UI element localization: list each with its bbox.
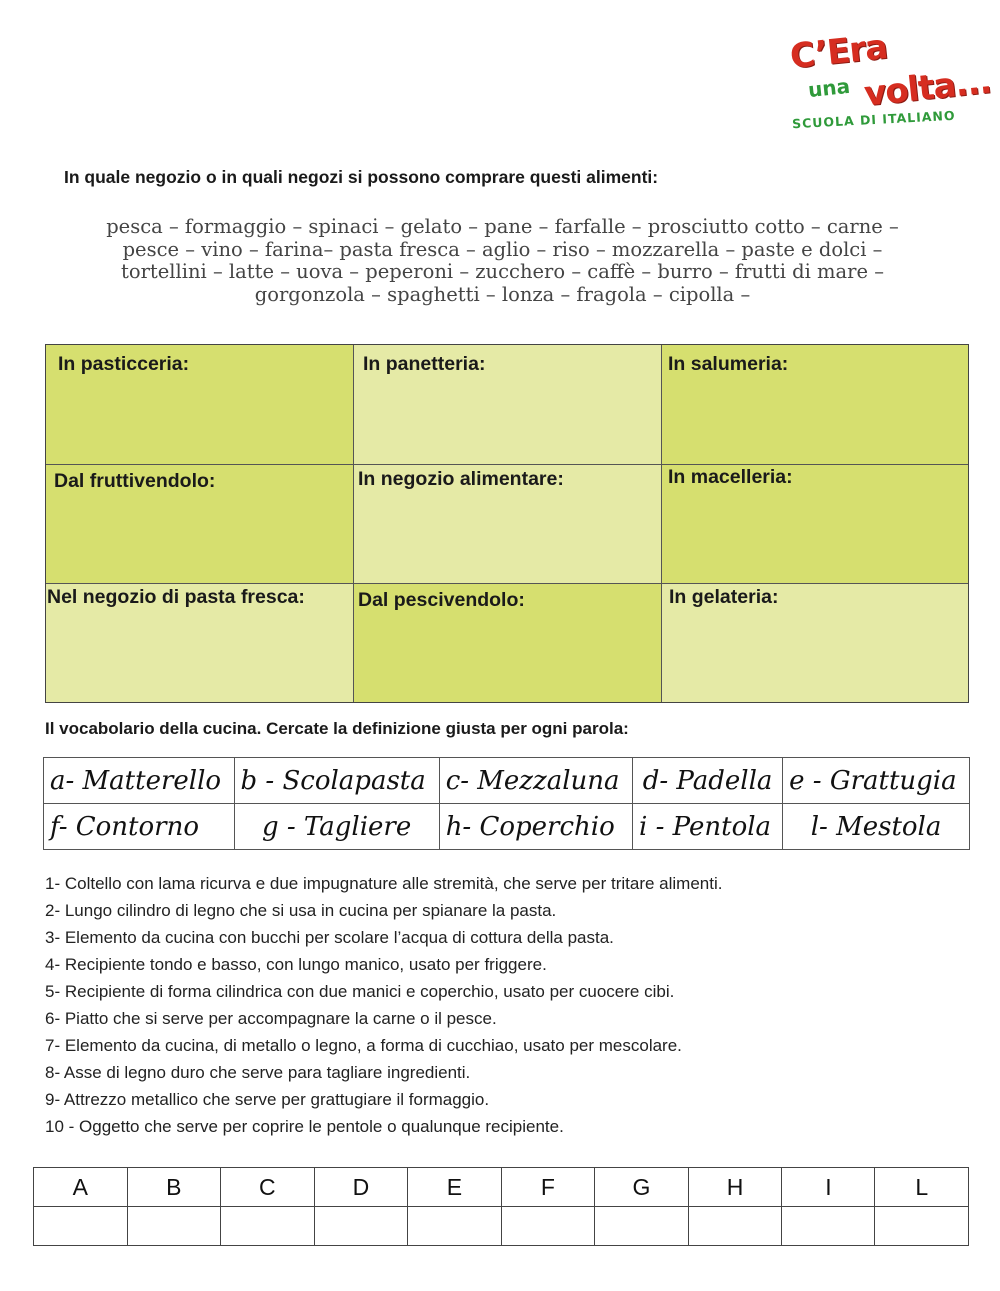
answer-cell[interactable] xyxy=(221,1207,315,1246)
definition-item: 4- Recipiente tondo e basso, con lungo manico, usato per friggere. xyxy=(45,955,547,974)
food-word-list xyxy=(40,216,965,306)
definition-item: 3- Elemento da cucina con bucchi per scolare l’acqua di cottura della pasta. xyxy=(45,928,614,947)
logo-text-cera: C’Era xyxy=(788,27,889,77)
logo-text-scuola: SCUOLA DI ITALIANO xyxy=(791,107,956,132)
definition-item: 2- Lungo cilindro di legno che si usa in cucina per spianare la pasta. xyxy=(45,901,557,920)
shop-label: In pasticceria: xyxy=(58,353,190,375)
answer-cell[interactable] xyxy=(595,1207,689,1246)
shop-cell-fruttivendolo[interactable] xyxy=(46,465,354,584)
vocab-word: g - Tagliere xyxy=(234,804,439,850)
logo-text-volta: volta... xyxy=(862,61,993,115)
definition-item: 1- Coltello con lama ricurva e due impugnature alle stremità, che serve per tritare alimenti. xyxy=(45,874,723,893)
shop-cell-macelleria[interactable] xyxy=(662,465,968,584)
food-word-line: tortellini – latte – uova – peperoni – zucchero – caffè – burro – frutti di mare – xyxy=(121,260,884,283)
shop-cell-gelateria[interactable] xyxy=(662,584,968,702)
vocab-word: f- Contorno xyxy=(44,804,235,850)
food-word-line: pesca – formaggio – spinaci – gelato – pane – farfalle – prosciutto cotto – carne – xyxy=(106,215,899,238)
vocab-word: h- Coperchio xyxy=(439,804,632,850)
shop-label: In panetteria: xyxy=(363,353,486,375)
answer-table xyxy=(33,1167,969,1246)
answer-cell[interactable] xyxy=(782,1207,875,1246)
answer-letter: B xyxy=(127,1168,221,1207)
school-logo xyxy=(780,27,993,137)
definition-item: 10 - Oggetto che serve per coprire le pentole o qualunque recipiente. xyxy=(45,1117,564,1136)
logo-text-una: una xyxy=(806,73,852,103)
answer-letter: H xyxy=(688,1168,782,1207)
answer-letter: F xyxy=(501,1168,594,1207)
shops-grid xyxy=(45,344,969,703)
vocab-word: b - Scolapasta xyxy=(234,758,439,804)
answer-cell[interactable] xyxy=(501,1207,594,1246)
shop-label: In salumeria: xyxy=(668,353,789,375)
food-word-line: gorgonzola – spaghetti – lonza – fragola – cipolla – xyxy=(254,282,751,306)
vocab-word: l- Mestola xyxy=(783,804,970,850)
shop-label: Nel negozio di pasta fresca: xyxy=(47,586,305,608)
vocab-word: i - Pentola xyxy=(633,804,783,850)
shop-cell-alimentare[interactable] xyxy=(354,465,662,584)
question-shops: In quale negozio o in quali negozi si possono comprare questi alimenti: xyxy=(64,167,659,187)
shop-label: Dal fruttivendolo: xyxy=(54,470,216,492)
shop-label: In gelateria: xyxy=(669,586,779,608)
shop-cell-salumeria[interactable] xyxy=(662,345,968,465)
definition-item: 6- Piatto che si serve per accompagnare la carne o il pesce. xyxy=(45,1009,497,1028)
shop-label: In negozio alimentare: xyxy=(358,468,564,490)
vocab-word: e - Grattugia xyxy=(783,758,970,804)
answer-letter: D xyxy=(314,1168,408,1207)
answer-letter: G xyxy=(595,1168,689,1207)
definition-item: 8- Asse di legno duro che serve para tagliare ingredienti. xyxy=(45,1063,471,1082)
answer-cell[interactable] xyxy=(314,1207,408,1246)
shop-label: In macelleria: xyxy=(668,466,793,488)
question-vocabulary: Il vocabolario della cucina. Cercate la definizione giusta per ogni parola: xyxy=(45,719,629,738)
shop-cell-pasticceria[interactable] xyxy=(46,345,354,465)
vocabulary-table xyxy=(43,757,970,850)
vocab-word: d- Padella xyxy=(633,758,783,804)
definition-item: 9- Attrezzo metallico che serve per grattugiare il formaggio. xyxy=(45,1090,490,1109)
food-word-line: pesce – vino – farina– pasta fresca – aglio – riso – mozzarella – paste e dolci – xyxy=(122,237,883,261)
answer-letter: C xyxy=(221,1168,315,1207)
answer-letter: E xyxy=(408,1168,502,1207)
answer-cell[interactable] xyxy=(127,1207,221,1246)
vocab-word: c- Mezzaluna xyxy=(439,758,632,804)
definitions-list xyxy=(45,870,722,1140)
shop-cell-pescivendolo[interactable] xyxy=(354,584,662,702)
answer-cell[interactable] xyxy=(34,1207,128,1246)
answer-cell[interactable] xyxy=(688,1207,782,1246)
vocab-word: a- Matterello xyxy=(44,758,235,804)
answer-letter: I xyxy=(782,1168,875,1207)
definition-item: 5- Recipiente di forma cilindrica con due manici e coperchio, usato per cuocere cibi. xyxy=(45,982,675,1001)
definition-item: 7- Elemento da cucina, di metallo o legno, a forma di cucchiao, usato per mescolare. xyxy=(45,1036,682,1055)
answer-letter: A xyxy=(34,1168,128,1207)
answer-cell[interactable] xyxy=(875,1207,969,1246)
shop-cell-pasta-fresca[interactable] xyxy=(46,584,354,702)
shop-label: Dal pescivendolo: xyxy=(358,589,525,611)
shop-cell-panetteria[interactable] xyxy=(354,345,662,465)
answer-cell[interactable] xyxy=(408,1207,502,1246)
answer-letter: L xyxy=(875,1168,969,1207)
